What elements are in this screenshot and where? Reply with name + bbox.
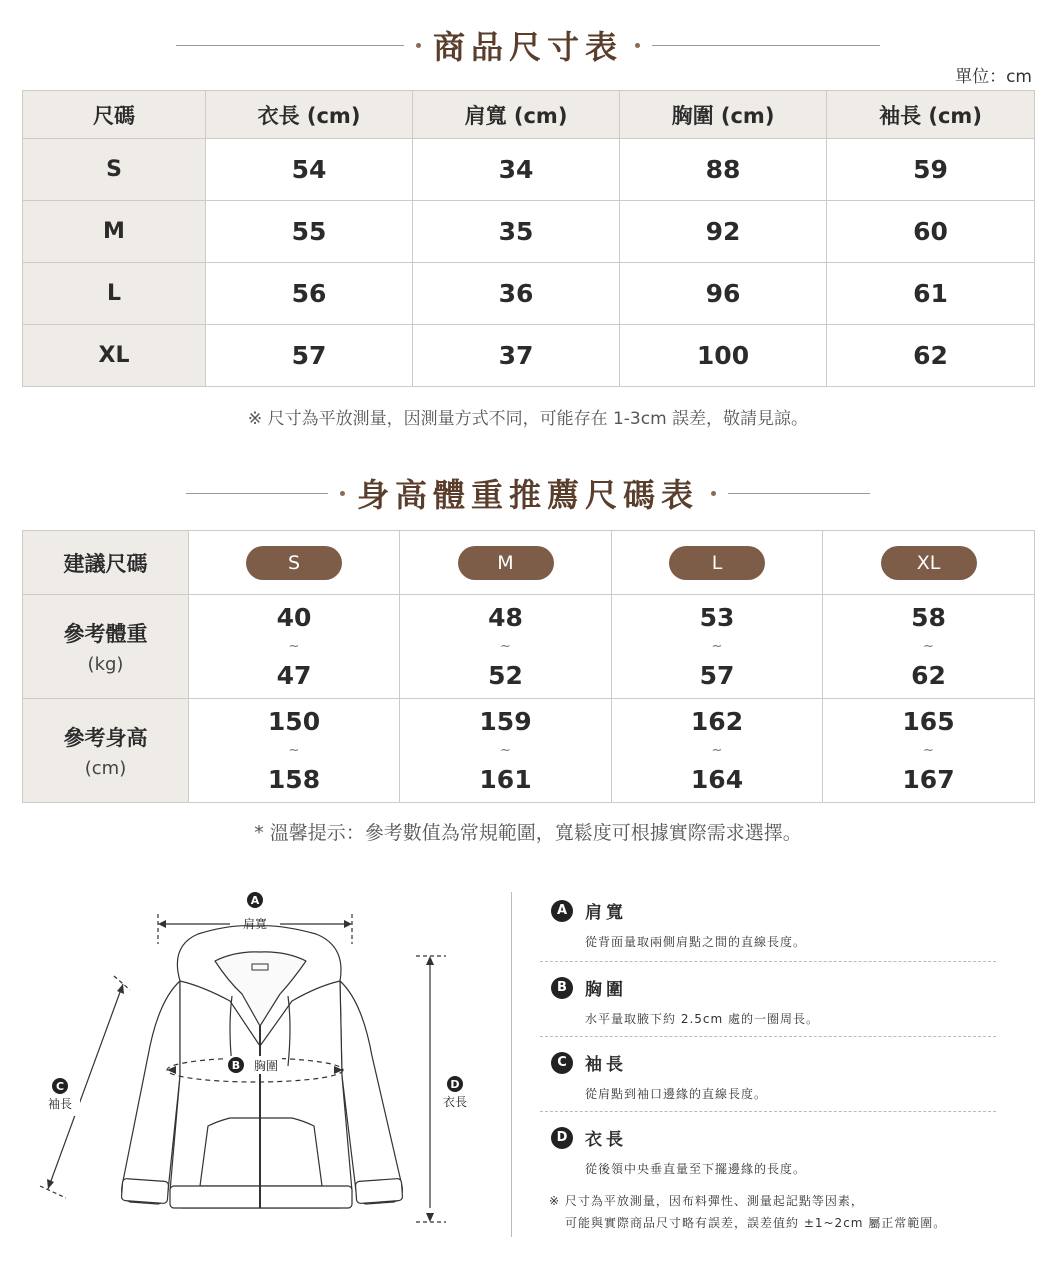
legend-head (551, 1125, 997, 1150)
title-divider-left (176, 45, 404, 46)
cell-shoulder: 35 (413, 201, 620, 263)
height-cell (823, 699, 1035, 803)
table-row (23, 263, 1035, 325)
recommend-chart-title: 身高體重推薦尺碼表 (356, 476, 699, 514)
title-dot-left (416, 43, 421, 48)
size-pill: XL (881, 546, 977, 580)
recommend-size-label-cell (23, 531, 189, 595)
title-divider-left (186, 493, 328, 494)
weight-min: 53 (699, 602, 735, 632)
height-min: 162 (690, 706, 744, 736)
cell-shoulder: 36 (413, 263, 620, 325)
cell-chest: 88 (620, 139, 827, 201)
unit-label: 單位：cm (955, 67, 1032, 87)
height-min: 165 (902, 706, 955, 736)
cell-sleeve: 60 (827, 201, 1035, 263)
measurement-footnote (549, 1190, 946, 1234)
cell-chest: 96 (620, 263, 827, 325)
diagram-divider (511, 892, 512, 1237)
row-size: XL (23, 325, 206, 387)
legend-marker-a: A (551, 900, 573, 922)
size-pill-cell (189, 531, 400, 595)
legend-separator (540, 961, 996, 962)
size-chart-title-row (0, 22, 1056, 68)
weight-max: 52 (488, 660, 523, 690)
cell-chest: 92 (620, 201, 827, 263)
legend-item-length (551, 1125, 997, 1177)
weight-min: 58 (911, 602, 946, 632)
legend-separator (540, 1036, 996, 1037)
row-size: M (23, 201, 206, 263)
height-min: 150 (267, 706, 321, 736)
recommend-size-row (23, 531, 1035, 595)
header-length: 衣長 (cm) (206, 91, 413, 139)
height-label: 參考身高 (63, 726, 148, 750)
size-pill-cell (400, 531, 612, 595)
legend-marker-b: B (551, 977, 573, 999)
table-row (23, 201, 1035, 263)
hoodie-measurement-diagram (30, 886, 480, 1236)
tilde: ~ (288, 742, 300, 758)
size-chart-title: 商品尺寸表 (432, 28, 623, 66)
cell-sleeve: 61 (827, 263, 1035, 325)
title-divider-right (728, 493, 870, 494)
legend-item-chest (551, 975, 997, 1027)
header-sleeve: 袖長 (cm) (827, 91, 1035, 139)
height-row (23, 699, 1035, 803)
cell-shoulder: 37 (413, 325, 620, 387)
height-min: 159 (479, 706, 532, 736)
legend-title: 胸圍 (585, 980, 627, 1000)
row-size: L (23, 263, 206, 325)
legend-desc: 從肩點到袖口邊緣的直線長度。 (585, 1087, 768, 1101)
tilde: ~ (288, 638, 300, 654)
left-cuff (121, 1178, 168, 1203)
height-label-cell (23, 699, 189, 803)
weight-cell (823, 595, 1035, 699)
marker-d-label: 衣長 (442, 1095, 468, 1109)
weight-max: 47 (276, 660, 312, 690)
cell-length: 56 (206, 263, 413, 325)
title-divider-right (652, 45, 880, 46)
tilde: ~ (500, 638, 511, 654)
cell-sleeve: 59 (827, 139, 1035, 201)
height-cell (400, 699, 612, 803)
height-cell (189, 699, 400, 803)
tilde: ~ (923, 742, 934, 758)
marker-d-letter: D (450, 1078, 460, 1091)
header-chest: 胸圍 (cm) (620, 91, 827, 139)
marker-c-letter: C (55, 1080, 65, 1093)
legend-desc: 從後領中央垂直量至下擺邊緣的長度。 (585, 1162, 807, 1176)
weight-min: 48 (488, 602, 523, 632)
legend-head (551, 975, 997, 1000)
cell-length: 54 (206, 139, 413, 201)
size-pill: S (246, 546, 342, 580)
marker-c-label: 袖長 (47, 1097, 73, 1111)
weight-min: 40 (276, 602, 312, 632)
tilde: ~ (711, 638, 723, 654)
legend-title: 肩寬 (585, 903, 627, 923)
tilde: ~ (500, 742, 511, 758)
marker-a-letter: A (250, 894, 260, 907)
cell-shoulder: 34 (413, 139, 620, 201)
legend-title: 袖長 (585, 1055, 627, 1075)
legend-separator (540, 1111, 996, 1112)
legend-desc: 從背面量取兩側肩點之間的直線長度。 (585, 935, 807, 949)
marker-b-label: 胸圍 (253, 1059, 279, 1073)
cell-length: 55 (206, 201, 413, 263)
footnote-line-1: ※ 尺寸為平放測量，因布料彈性、測量起記點等因素， (549, 1194, 864, 1208)
title-dot-right (711, 491, 716, 496)
legend-item-sleeve (551, 1050, 997, 1102)
weight-cell (400, 595, 612, 699)
row-size: S (23, 139, 206, 201)
size-table-header (23, 91, 1035, 139)
recommend-title-row (0, 470, 1056, 516)
size-pill: M (458, 546, 554, 580)
weight-max: 57 (699, 660, 735, 690)
recommend-table (22, 530, 1035, 803)
height-cell (612, 699, 823, 803)
size-chart-note: ※ 尺寸為平放測量，因測量方式不同，可能存在 1-3cm 誤差，敬請見諒。 (247, 409, 809, 429)
weight-row (23, 595, 1035, 699)
footnote-line-2: 可能與實際商品尺寸略有誤差，誤差值約 ±1~2cm 屬正常範圍。 (565, 1216, 947, 1230)
height-max: 164 (690, 764, 744, 794)
tilde: ~ (923, 638, 934, 654)
size-pill-cell (823, 531, 1035, 595)
cell-chest: 100 (620, 325, 827, 387)
weight-max: 62 (911, 660, 946, 690)
weight-cell (189, 595, 400, 699)
weight-unit: (kg) (87, 654, 124, 675)
tilde: ~ (711, 742, 723, 758)
header-size: 尺碼 (23, 91, 206, 139)
height-max: 167 (902, 764, 955, 794)
height-unit: (cm) (84, 758, 127, 779)
legend-desc: 水平量取腋下約 2.5cm 處的一圈周長。 (585, 1012, 820, 1026)
header-shoulder: 肩寬 (cm) (413, 91, 620, 139)
legend-marker-d: D (551, 1127, 573, 1149)
table-row (23, 325, 1035, 387)
size-table (22, 90, 1035, 387)
height-max: 158 (267, 764, 321, 794)
title-dot-right (635, 43, 640, 48)
table-row (23, 139, 1035, 201)
weight-cell (612, 595, 823, 699)
legend-marker-c: C (551, 1052, 573, 1074)
marker-a-label: 肩寬 (242, 917, 268, 931)
recommend-size-label: 建議尺碼 (63, 551, 148, 576)
title-dot-left (340, 491, 345, 496)
legend-head (551, 1050, 997, 1075)
legend-head (551, 898, 997, 923)
weight-label-cell (23, 595, 189, 699)
cell-length: 57 (206, 325, 413, 387)
weight-label: 參考體重 (63, 622, 148, 646)
recommend-note: * 溫馨提示：參考數值為常規範圍，寬鬆度可根據實際需求選擇。 (254, 822, 802, 844)
size-pill: L (669, 546, 765, 580)
legend-item-shoulder (551, 898, 997, 950)
height-max: 161 (479, 764, 532, 794)
legend-title: 衣長 (585, 1130, 627, 1150)
right-cuff (355, 1178, 402, 1203)
size-pill-cell (612, 531, 823, 595)
marker-b-letter: B (231, 1059, 241, 1072)
cell-sleeve: 62 (827, 325, 1035, 387)
